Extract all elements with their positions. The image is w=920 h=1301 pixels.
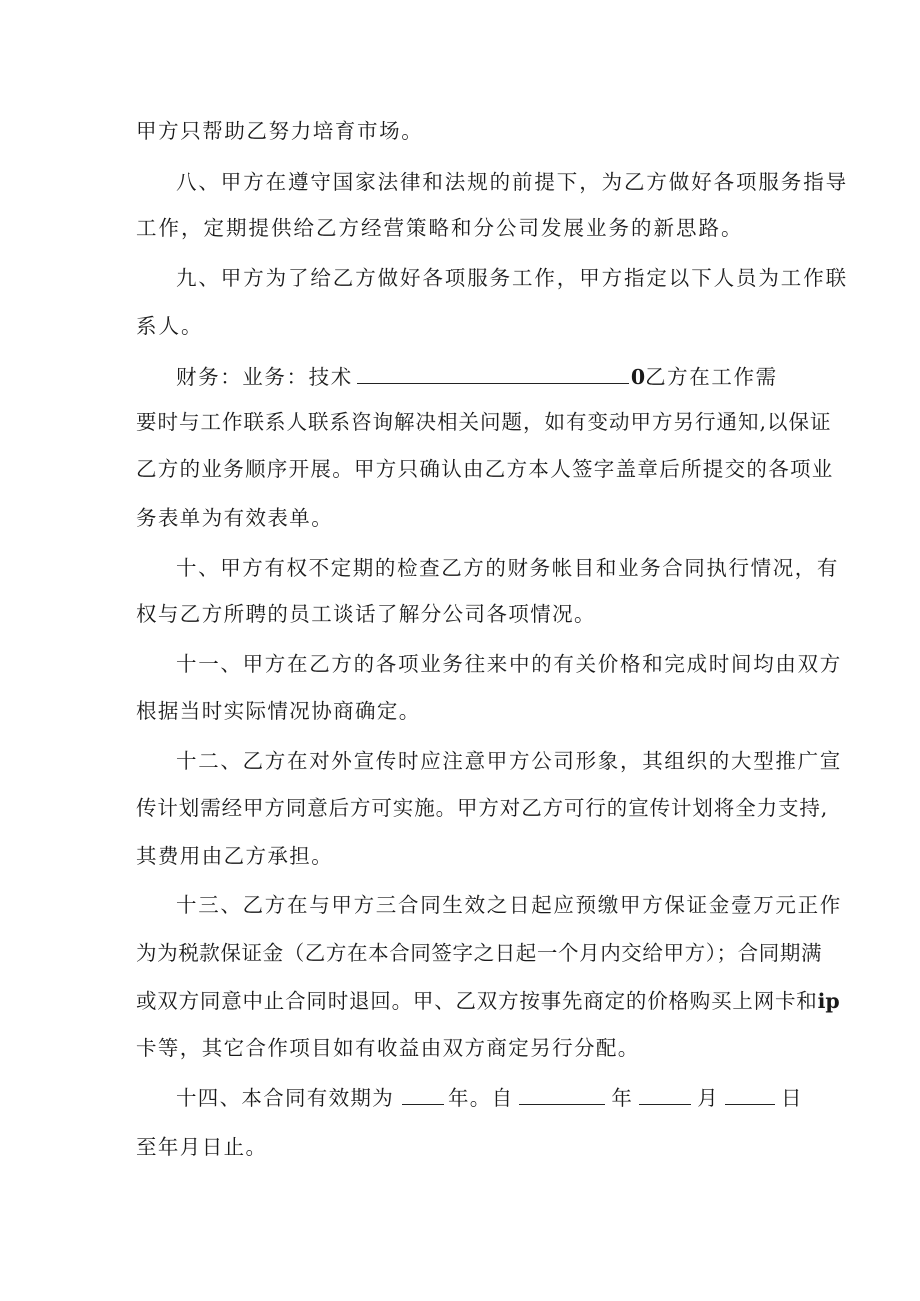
text-line: 十三、乙方在与甲方三合同生效之日起应预缴甲方保证金壹万元正作 bbox=[176, 893, 842, 917]
term-label: 十四、本合同有效期为 bbox=[176, 1086, 394, 1110]
text-line: 或双方同意中止合同时退回。甲、乙双方按事先商定的价格购买上网卡和 bbox=[136, 989, 818, 1013]
clause-10-line-2 bbox=[0, 599, 920, 629]
text-line: 卡等，其它合作项目如有收益由双方商定另行分配。 bbox=[136, 1036, 640, 1060]
contacts-line-4 bbox=[0, 503, 920, 533]
text-line: 根据当时实际情况协商确定。 bbox=[136, 699, 421, 723]
text-line: 甲方只帮助乙努力培育市场。 bbox=[136, 119, 424, 143]
text-line: 九、甲方为了给乙方做好各项服务工作，甲方指定以下人员为工作联 bbox=[176, 266, 848, 290]
clause-12-line-2 bbox=[0, 793, 920, 823]
clause-13-line-1 bbox=[0, 890, 920, 920]
contacts-line-3 bbox=[0, 454, 920, 484]
text-line: 传计划需经甲方同意后方可实施。甲方对乙方可行的宣传计划将全力支持, bbox=[136, 796, 829, 820]
text-line: 八、甲方在遵守国家法律和法规的前提下，为乙方做好各项服务指导 bbox=[176, 170, 848, 194]
clause-13-line-3 bbox=[0, 986, 920, 1016]
text-line: 其费用由乙方承担。 bbox=[136, 844, 334, 868]
start-month-blank bbox=[639, 1082, 691, 1105]
contact-blank bbox=[357, 361, 629, 384]
text-line: 乙方的业务顺序开展。甲方只确认由乙方本人签字盖章后所提交的各项业 bbox=[136, 457, 834, 481]
term-from: 年。自 bbox=[448, 1086, 514, 1110]
start-day-blank bbox=[725, 1082, 775, 1105]
years-blank bbox=[402, 1082, 444, 1105]
clause-13-line-4 bbox=[0, 1033, 920, 1063]
clause-9-line-1 bbox=[0, 263, 920, 293]
clause-12-line-1 bbox=[0, 746, 920, 776]
zero-mark: 0 bbox=[630, 365, 646, 389]
month-label: 月 bbox=[697, 1086, 720, 1110]
text-line: 系人。 bbox=[136, 314, 204, 338]
text-line: 工作，定期提供给乙方经营策略和分公司发展业务的新思路。 bbox=[136, 216, 744, 240]
paragraph-line bbox=[0, 116, 920, 146]
text-line: 务表单为有效表单。 bbox=[136, 506, 334, 530]
start-year-blank bbox=[519, 1082, 605, 1105]
text-line: 要时与工作联系人联系咨询解决相关问题，如有变动甲方另行通知,以保证 bbox=[136, 410, 832, 434]
contacts-line bbox=[0, 361, 920, 392]
ip-text: ip bbox=[817, 989, 840, 1013]
year-label: 年 bbox=[611, 1086, 634, 1110]
day-label: 日 bbox=[781, 1086, 803, 1110]
clause-13-line-2 bbox=[0, 938, 920, 968]
clause-14-line-2 bbox=[0, 1132, 920, 1162]
text-line: 为为税款保证金（乙方在本合同签字之日起一个月内交给甲方）；合同期满 bbox=[136, 941, 823, 965]
text-line: 十一、甲方在乙方的各项业务往来中的有关价格和完成时间均由双方 bbox=[176, 652, 842, 676]
text-line: 至年月日止。 bbox=[136, 1135, 268, 1159]
clause-12-line-3 bbox=[0, 841, 920, 871]
clause-11-line-1 bbox=[0, 649, 920, 679]
contacts-label: 财务：业务：技术 bbox=[176, 365, 353, 389]
clause-10-line-1 bbox=[0, 553, 920, 583]
clause-8-line-2 bbox=[0, 213, 920, 243]
clause-11-line-2 bbox=[0, 696, 920, 726]
text-line: 十二、乙方在对外宣传时应注意甲方公司形象，其组织的大型推广宣 bbox=[176, 749, 842, 773]
text-line: 十、甲方有权不定期的检查乙方的财务帐目和业务合同执行情况，有 bbox=[176, 556, 839, 580]
clause-8-line-1 bbox=[0, 167, 920, 197]
contacts-line-2 bbox=[0, 407, 920, 437]
text-line: 权与乙方所聘的员工谈话了解分公司各项情况。 bbox=[136, 602, 596, 626]
clause-14-line-1 bbox=[0, 1082, 920, 1113]
clause-9-line-2 bbox=[0, 311, 920, 341]
text-line: 乙方在工作需 bbox=[645, 365, 778, 389]
